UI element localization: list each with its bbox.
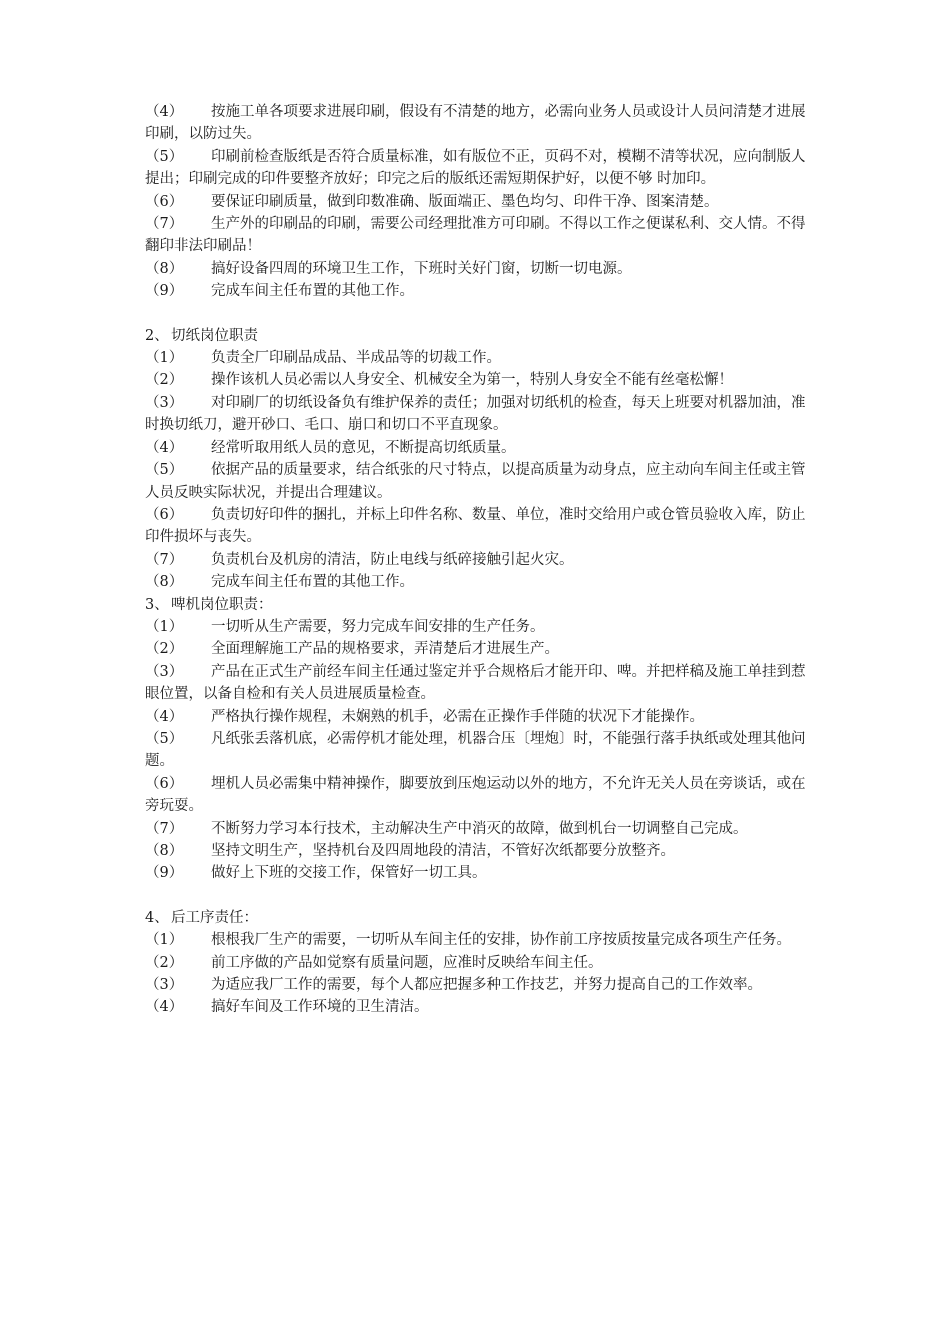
item-text: 负责切好印件的捆扎，并标上印件名称、数量、单位，准时交给用户或仓管员验收入库，防止印件损坏与丧失。 xyxy=(145,506,806,546)
item-text: 坚持文明生产，坚持机台及四周地段的清洁，不管好次纸都要分放整齐。 xyxy=(211,843,675,859)
section-4-list xyxy=(145,929,813,1019)
item-text: 不断努力学习本行技术，主动解决生产中消灭的故障，做到机台一切调整自己完成。 xyxy=(211,820,748,837)
section-heading xyxy=(145,594,813,616)
list-item xyxy=(145,728,813,773)
item-number: （2） xyxy=(145,372,184,389)
list-item xyxy=(145,571,813,593)
item-text: 前工序做的产品如觉察有质量问题，应准时反映给车间主任。 xyxy=(211,954,603,971)
list-item xyxy=(145,661,813,706)
item-number: （5） xyxy=(145,730,184,747)
item-number: （9） xyxy=(145,283,184,300)
list-item xyxy=(145,392,813,437)
item-text: 负责全厂印刷品成品、半成品等的切裁工作。 xyxy=(211,350,501,367)
item-text: 一切听从生产需要，努力完成车间安排的生产任务。 xyxy=(211,618,545,635)
list-item xyxy=(145,638,813,660)
section-number: 4、 xyxy=(145,909,169,926)
list-item xyxy=(145,280,813,302)
item-number: （1） xyxy=(145,618,184,635)
section-number: 3、 xyxy=(145,596,169,613)
section-2-list xyxy=(145,347,813,593)
item-number: （2） xyxy=(145,954,184,971)
item-text: 凡纸张丢落机底，必需停机才能处理，机器合压〔埋炮〕时，不能强行落手执纸或处理其他问题。 xyxy=(145,730,806,770)
item-text: 埋机人员必需集中精神操作，脚要放到压炮运动以外的地方，不允许无关人员在旁谈话，或在旁玩耍。 xyxy=(145,775,806,815)
section-title: 后工序责任： xyxy=(171,909,258,926)
item-number: （7） xyxy=(145,216,184,233)
item-text: 操作该机人员必需以人身安全、机械安全为第一，特别人身安全不能有丝毫松懈！ xyxy=(211,372,733,389)
list-item xyxy=(145,818,813,840)
item-number: （6） xyxy=(145,775,184,792)
list-item xyxy=(145,996,813,1018)
item-text: 搞好设备四周的环境卫生工作，下班时关好门窗，切断一切电源。 xyxy=(211,260,632,277)
item-text: 完成车间主任布置的其他工作。 xyxy=(211,574,414,591)
item-text: 严格执行操作规程，未娴熟的机手，必需在正操作手伴随的状况下才能操作。 xyxy=(211,708,704,725)
list-item xyxy=(145,862,813,884)
list-item xyxy=(145,616,813,638)
item-number: （9） xyxy=(145,865,184,882)
item-text: 完成车间主任布置的其他工作。 xyxy=(211,283,414,300)
list-item xyxy=(145,549,813,571)
item-number: （7） xyxy=(145,551,184,568)
list-item xyxy=(145,840,813,862)
item-text: 为适应我厂工作的需要，每个人都应把握多种工作技艺，并努力提高自己的工作效率。 xyxy=(211,977,762,994)
item-number: （3） xyxy=(145,394,184,411)
item-text: 对印刷厂的切纸设备负有维护保养的责任；加强对切纸机的检查，每天上班要对机器加油，准时换切纸刀，避开砂口、毛口、崩口和切口不平直现象。 xyxy=(145,394,806,434)
item-number: （6） xyxy=(145,506,184,523)
list-item xyxy=(145,146,813,191)
list-item xyxy=(145,504,813,549)
list-item xyxy=(145,258,813,280)
item-text: 全面理解施工产品的规格要求，弄清楚后才进展生产。 xyxy=(211,641,559,658)
item-number: （8） xyxy=(145,574,184,591)
item-number: （4） xyxy=(145,999,184,1016)
section-number: 2、 xyxy=(145,327,169,344)
item-text: 产品在正式生产前经车间主任通过鉴定并乎合规格后才能开印、啤。并把样稿及施工单挂到惹眼位置，以备自检和有关人员进展质量检查。 xyxy=(145,663,806,703)
list-item xyxy=(145,347,813,369)
list-item xyxy=(145,952,813,974)
item-number: （6） xyxy=(145,193,184,210)
list-item xyxy=(145,101,813,146)
item-number: （8） xyxy=(145,260,184,277)
item-number: （7） xyxy=(145,820,184,837)
item-text: 生产外的印刷品的印刷，需要公司经理批准方可印刷。不得以工作之便谋私利、交人情。不得翻印非法印刷品！ xyxy=(145,216,806,255)
section-title: 切纸岗位职责 xyxy=(171,327,258,344)
item-number: （4） xyxy=(145,708,184,725)
item-text: 按施工单各项要求进展印刷，假设有不清楚的地方，必需向业务人员或设计人员问清楚才进展印刷，以防过失。 xyxy=(145,104,806,143)
item-text: 负责机台及机房的清洁，防止电线与纸碎接触引起火灾。 xyxy=(211,551,574,568)
list-item xyxy=(145,213,813,258)
section-heading xyxy=(145,907,813,929)
item-text: 印刷前检查版纸是否符合质量标准，如有版位不正，页码不对，模糊不清等状况，应向制版人提出；印刷完成的印件要整齐放好；印完之后的版纸还需短期保护好，以便不够 时加印。 xyxy=(145,148,806,188)
item-number: （3） xyxy=(145,977,184,994)
item-number: （1） xyxy=(145,350,184,367)
item-text: 依据产品的质量要求，结合纸张的尺寸特点，以提高质量为动身点，应主动向车间主任或主管人员反映实际状况，并提出合理建议。 xyxy=(145,462,806,501)
item-number: （5） xyxy=(145,462,184,479)
item-text: 做好上下班的交接工作，保管好一切工具。 xyxy=(211,865,487,882)
item-text: 经常听取用纸人员的意见，不断提高切纸质量。 xyxy=(211,439,516,456)
section-title: 啤机岗位职责： xyxy=(171,596,273,613)
item-number: （4） xyxy=(145,439,184,456)
list-item xyxy=(145,191,813,213)
list-item xyxy=(145,459,813,504)
list-item xyxy=(145,437,813,459)
spacer xyxy=(145,303,813,325)
document-body xyxy=(145,101,813,1019)
item-text: 搞好车间及工作环境的卫生清洁。 xyxy=(211,999,429,1016)
spacer xyxy=(145,885,813,907)
item-number: （4） xyxy=(145,104,184,120)
item-text: 根根我厂生产的需要，一切听从车间主任的安排，协作前工序按质按量完成各项生产任务。 xyxy=(211,932,791,949)
item-text: 要保证印刷质量，做到印数准确、版面端正、墨色均匀、印件干净、图案清楚。 xyxy=(211,193,719,210)
item-number: （2） xyxy=(145,641,184,658)
list-item xyxy=(145,706,813,728)
section-3-list xyxy=(145,616,813,885)
item-number: （1） xyxy=(145,932,184,949)
section-1-list xyxy=(145,101,813,303)
item-number: （3） xyxy=(145,663,184,680)
list-item xyxy=(145,929,813,951)
item-number: （8） xyxy=(145,843,184,859)
list-item xyxy=(145,773,813,818)
list-item xyxy=(145,974,813,996)
item-number: （5） xyxy=(145,148,184,165)
section-heading xyxy=(145,325,813,347)
list-item xyxy=(145,369,813,391)
